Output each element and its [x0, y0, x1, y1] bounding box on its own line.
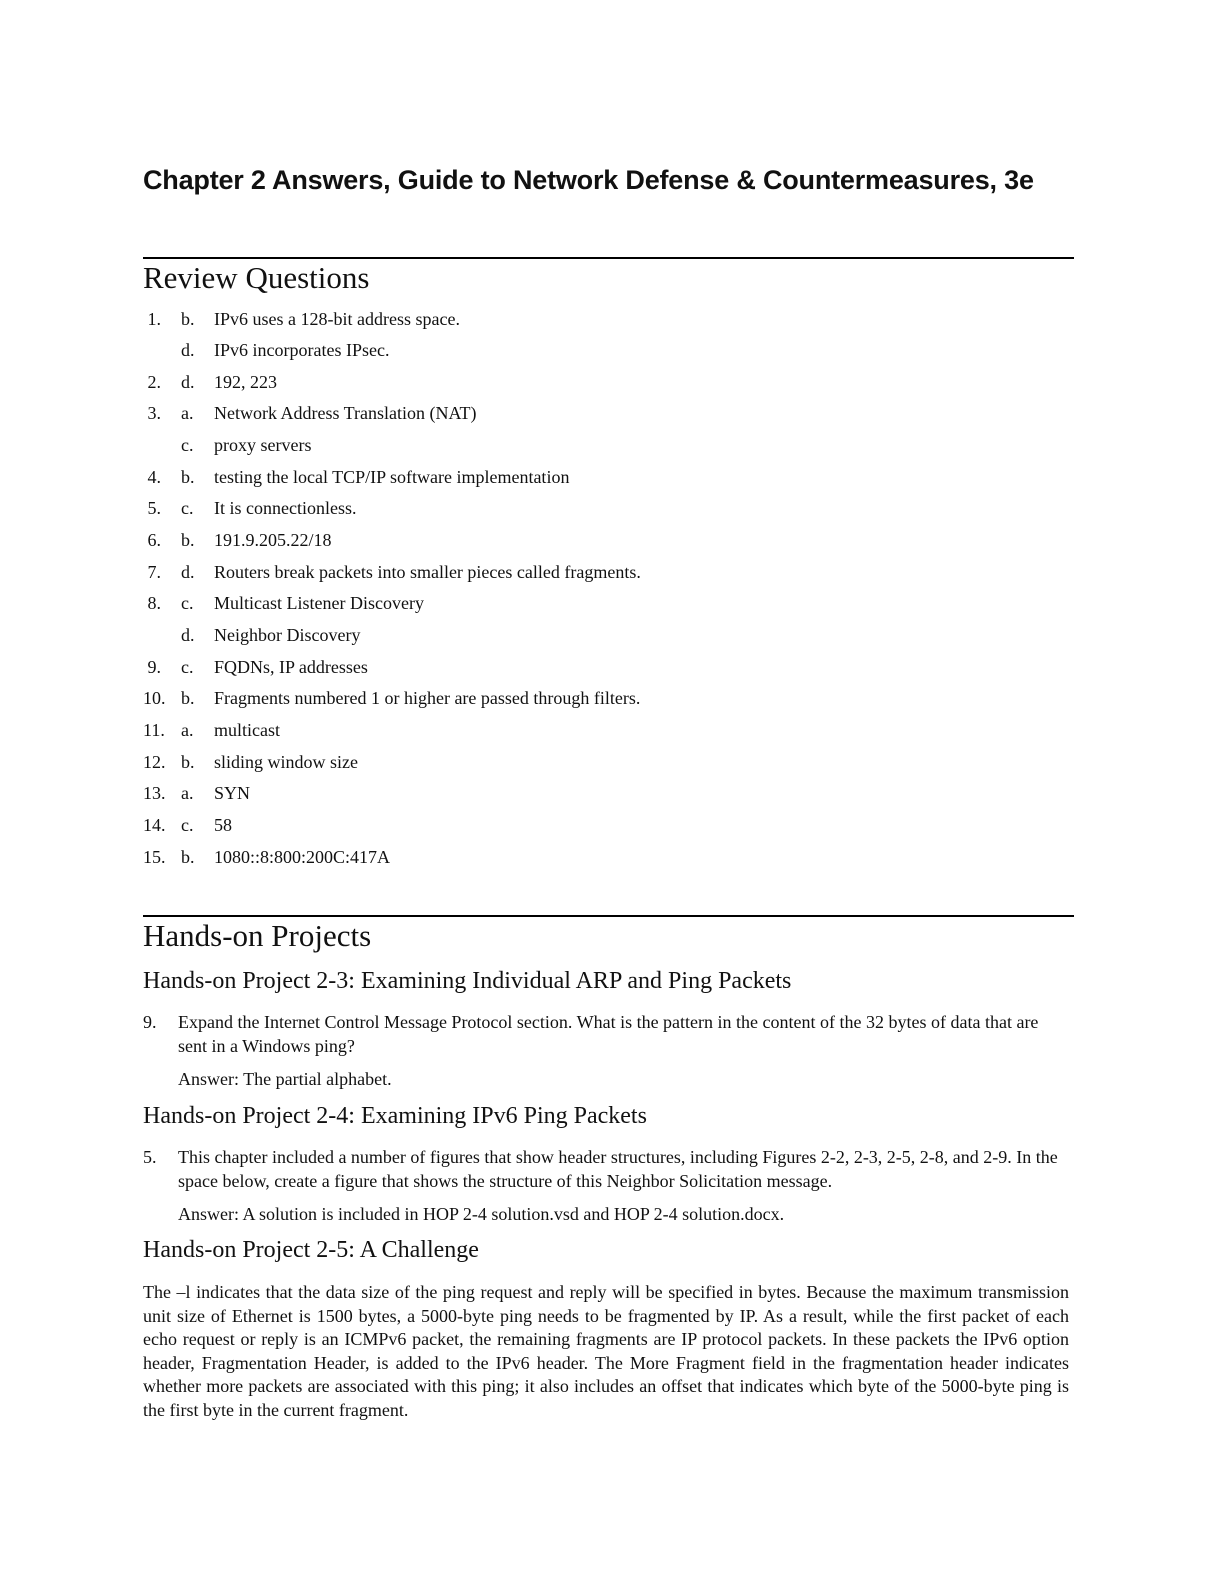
answer-text: It is connectionless.	[214, 498, 357, 518]
step-answer: Answer: The partial alphabet.	[178, 1069, 392, 1089]
answer-text: FQDNs, IP addresses	[214, 657, 368, 677]
step-question: This chapter included a number of figures that show header structures, including Figures 2-2, 2-3, 2-5, 2-8, and 2-9. In the space below, create a figure that shows the structure of this Neighbor Solicitation message.	[178, 1147, 1058, 1191]
answer-text: 192, 223	[214, 372, 277, 392]
step-number: 5.	[143, 1147, 157, 1167]
hands-on-projects-heading: Hands-on Projects	[143, 918, 372, 953]
project-2-4-heading: Hands-on Project 2-4: Examining IPv6 Ping Packets	[143, 1103, 647, 1129]
question-number: 14.	[143, 815, 166, 835]
question-number: 12.	[143, 752, 166, 772]
answer-text: IPv6 uses a 128-bit address space.	[214, 309, 460, 329]
section-divider	[143, 257, 1074, 259]
section-divider	[143, 915, 1074, 917]
step-answer: Answer: A solution is included in HOP 2-4 solution.vsd and HOP 2-4 solution.docx.	[178, 1204, 785, 1224]
question-number: 10.	[143, 688, 166, 708]
answer-letter: a.	[181, 720, 194, 740]
answer-text: sliding window size	[214, 752, 358, 772]
question-number: 8.	[147, 593, 161, 613]
answer-letter: c.	[181, 815, 194, 835]
answer-letter: c.	[181, 498, 194, 518]
answer-letter: c.	[181, 435, 194, 455]
question-number: 1.	[147, 309, 161, 329]
answer-text: SYN	[214, 783, 251, 803]
project-2-5-paragraph: The –l indicates that the data size of the ping request and reply will be specified in bytes. Because the maximum transmission unit size of Ethernet is 1500 bytes, a 5000-byte ping needs to be fragmented by IP. As a result, while the first packet of each echo request or reply is an ICMPv6 packet, the remaining fragments are IP protocol packets. In these packets the IPv6 option header, Fragmentation Header, is added to the IPv6 header. The More Fragment field in the fragmentation header indicates whether more packets are associated with this ping; it also includes an offset that indicates which byte of the 5000-byte ping is the first byte in the current fragment.	[143, 1282, 1069, 1420]
project-2-3-step	[143, 1011, 1069, 1092]
answer-text: Routers break packets into smaller pieces called fragments.	[214, 562, 641, 582]
question-number: 5.	[147, 498, 161, 518]
answer-letter: b.	[181, 847, 195, 867]
answer-text: 1080::8:800:200C:417A	[214, 847, 391, 867]
answer-text: Fragments numbered 1 or higher are passed through filters.	[214, 688, 641, 708]
question-number: 11.	[143, 720, 165, 740]
question-number: 9.	[147, 657, 161, 677]
answer-letter: a.	[181, 403, 194, 423]
answer-text: testing the local TCP/IP software implementation	[214, 467, 570, 487]
answer-letter: b.	[181, 467, 195, 487]
answer-text: Neighbor Discovery	[214, 625, 361, 645]
project-2-3-heading: Hands-on Project 2-3: Examining Individual ARP and Ping Packets	[143, 968, 792, 994]
answer-text: multicast	[214, 720, 280, 740]
answer-letter: a.	[181, 783, 194, 803]
question-number: 13.	[143, 783, 166, 803]
project-2-5-heading: Hands-on Project 2-5: A Challenge	[143, 1237, 479, 1263]
answer-letter: c.	[181, 593, 194, 613]
document-page	[143, 0, 1074, 1584]
answer-letter: d.	[181, 562, 195, 582]
answer-text: IPv6 incorporates IPsec.	[214, 340, 390, 360]
answer-text: 191.9.205.22/18	[214, 530, 332, 550]
answer-letter: b.	[181, 309, 195, 329]
question-number: 2.	[147, 372, 161, 392]
answer-text: Network Address Translation (NAT)	[214, 403, 477, 423]
question-number: 3.	[147, 403, 161, 423]
question-number: 7.	[147, 562, 161, 582]
question-number: 15.	[143, 847, 166, 867]
step-number: 9.	[143, 1012, 157, 1032]
answer-letter: b.	[181, 688, 195, 708]
answer-letter: b.	[181, 530, 195, 550]
answer-letter: d.	[181, 340, 195, 360]
question-number: 4.	[147, 467, 161, 487]
question-number: 6.	[147, 530, 161, 550]
answer-letter: b.	[181, 752, 195, 772]
answer-text: Multicast Listener Discovery	[214, 593, 424, 613]
document-title: Chapter 2 Answers, Guide to Network Defense & Countermeasures, 3e	[143, 165, 1034, 195]
project-2-4-step	[143, 1146, 1069, 1227]
step-question: Expand the Internet Control Message Protocol section. What is the pattern in the content of the 32 bytes of data that are sent in a Windows ping?	[178, 1012, 1039, 1056]
answer-letter: c.	[181, 657, 194, 677]
answer-letter: d.	[181, 625, 195, 645]
answer-text: proxy servers	[214, 435, 312, 455]
answer-letter: d.	[181, 372, 195, 392]
answer-text: 58	[214, 815, 232, 835]
review-questions-heading: Review Questions	[143, 260, 370, 295]
